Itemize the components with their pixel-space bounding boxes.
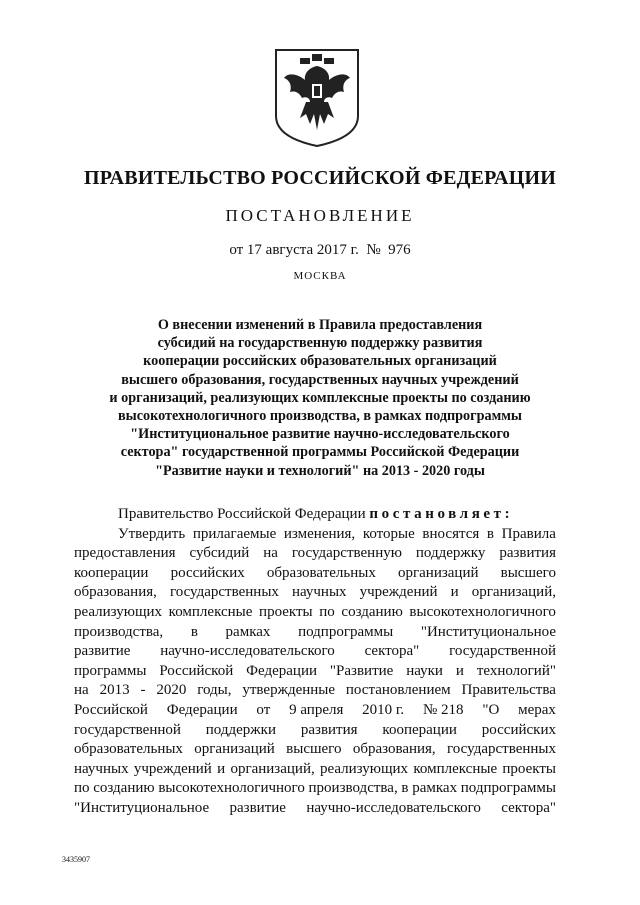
body-word: по: [319, 603, 335, 620]
title-line: сектора" государственной программы Российской Федерации: [120, 444, 520, 461]
body-word: Правительства: [461, 682, 556, 699]
body-word: № 218: [422, 701, 464, 718]
body-line: [74, 544, 556, 564]
title-line: О внесении изменений в Правила предоставления: [157, 317, 483, 333]
body-word: реализующих: [74, 603, 163, 620]
body-word: высокотехнологичного: [158, 780, 305, 797]
body-word: подпрограммы: [460, 780, 556, 797]
body-word: российских: [481, 721, 556, 738]
body-word: производства,: [74, 623, 164, 640]
body-word: сектора": [364, 643, 420, 660]
body-word: прилагаемые: [192, 525, 277, 542]
body-word: организаций: [397, 564, 479, 581]
body-word: "Институциональное: [420, 623, 556, 640]
coat-of-arms-emblem: [270, 44, 364, 148]
body-word: субсидий: [189, 545, 250, 562]
body-word: научных: [74, 760, 129, 777]
body-word: в: [486, 525, 495, 542]
body-word: Правила: [501, 525, 556, 542]
body-word: комплексные: [168, 603, 253, 620]
body-line: [74, 564, 556, 584]
body-word: образования,: [352, 741, 436, 758]
body-word: технологий": [476, 662, 556, 679]
city-name: МОСКВА: [293, 270, 347, 282]
lead-text: Правительство Российской Федерации: [118, 506, 370, 522]
body-word: высокотехнологичного: [409, 603, 556, 620]
body-word: организаций: [194, 741, 275, 758]
body-word: образовательных: [74, 741, 183, 758]
body-paragraph: [74, 525, 556, 819]
body-line: [74, 603, 556, 623]
body-word: образования,: [74, 584, 157, 601]
body-word: по: [74, 780, 90, 797]
body-word: созданию: [341, 603, 403, 620]
body-word: 2013: [99, 682, 130, 699]
body-word: образовательных: [266, 564, 376, 581]
body-word: программы: [74, 662, 147, 679]
title-line: "Институциональное развитие научно-исследовательского: [130, 426, 510, 443]
body-word: организаций,: [471, 584, 556, 601]
body-word: государственных: [447, 741, 556, 758]
body-word: учреждений: [359, 584, 438, 601]
body-word: государственной: [74, 721, 181, 738]
body-word: подпрограммы: [298, 623, 394, 640]
body-line: [74, 583, 556, 603]
body-word: Федерации: [246, 662, 317, 679]
body-word: проекты: [259, 603, 313, 620]
body-word: науки: [406, 662, 443, 679]
body-word: Российской: [159, 662, 234, 679]
body-word: "О: [482, 701, 500, 718]
body-word: российских: [170, 564, 245, 581]
body-word: государственных: [169, 584, 279, 601]
body-word: мерах: [518, 701, 556, 718]
document-date: от 17 августа 2017 г.: [229, 242, 359, 258]
body-word: и: [455, 662, 464, 679]
body-word: сектора": [501, 799, 556, 816]
body-word: годы,: [197, 682, 232, 699]
body-word: проекты: [502, 760, 556, 777]
body-word: научно-исследовательского: [160, 643, 335, 660]
body-word: организаций,: [230, 760, 315, 777]
body-word: рамках: [412, 780, 458, 797]
body-word: изменения,: [283, 525, 356, 542]
body-line: [74, 525, 556, 545]
body-word: производства,: [308, 780, 398, 797]
body-word: высшего: [286, 741, 342, 758]
body-word: государственной: [449, 643, 556, 660]
document-number: № 976: [366, 242, 411, 258]
body-line: [74, 701, 556, 721]
body-word: -: [140, 682, 146, 699]
body-word: государственную: [291, 545, 402, 562]
date-line: [0, 242, 640, 259]
body-line: [74, 642, 556, 662]
title-line: и организаций, реализующих комплексные проекты по созданию: [109, 389, 531, 406]
body-word: в: [190, 623, 198, 640]
body-word: развития: [300, 721, 358, 738]
body-word: научных: [291, 584, 347, 601]
body-word: постановлением: [345, 682, 451, 699]
body-line: [74, 721, 556, 741]
body-word: на: [263, 545, 278, 562]
body-word: созданию: [93, 780, 155, 797]
body-line: [74, 623, 556, 643]
document-type: ПОСТАНОВЛЕНИЕ: [225, 206, 415, 225]
body-word: Федерации: [166, 701, 238, 718]
body-word: которые: [362, 525, 415, 542]
body-line: [74, 740, 556, 760]
body-word: Утвердить: [118, 525, 186, 542]
title-line: кооперации российских образовательных организаций: [143, 353, 497, 370]
body-word: вносятся: [422, 525, 480, 542]
body-word: предоставления: [74, 545, 176, 562]
body-word: от: [256, 701, 271, 718]
body-word: в: [401, 780, 409, 797]
body-word: кооперации: [74, 564, 149, 581]
title-line: "Развитие науки и технологий" на 2013 - 2020 годы: [155, 462, 485, 479]
body-line: [74, 681, 556, 701]
body-line: [74, 760, 556, 780]
body-word: комплексные: [413, 760, 498, 777]
body-word: 9 апреля: [289, 701, 344, 718]
body-word: научно-исследовательского: [306, 799, 481, 816]
body-word: развитие: [74, 643, 131, 660]
body-word: Российской: [74, 701, 148, 718]
body-word: утвержденные: [242, 682, 336, 699]
body-word: на: [74, 682, 89, 699]
body-word: реализующих: [320, 760, 409, 777]
body-word: 2010 г.: [362, 701, 405, 718]
body-word: поддержки: [205, 721, 276, 738]
document-body: [74, 505, 556, 819]
document-title: [60, 316, 580, 480]
body-word: рамках: [225, 623, 271, 640]
body-word: "Институциональное: [74, 799, 210, 816]
body-word: поддержку: [415, 545, 486, 562]
body-line: [74, 662, 556, 682]
title-line: субсидий на государственную поддержку развития: [157, 335, 483, 352]
body-word: и: [450, 584, 459, 601]
title-line: высшего образования, государственных научных учреждений: [121, 371, 519, 388]
title-line: высокотехнологичного производства, в рамках подпрограммы: [117, 408, 522, 425]
lead-action: постановляет:: [369, 506, 514, 522]
body-word: и: [217, 760, 226, 777]
footer-code: 3435907: [62, 855, 90, 864]
lead-paragraph: [74, 505, 556, 525]
government-heading: ПРАВИТЕЛЬСТВО РОССИЙСКОЙ ФЕДЕРАЦИИ: [84, 167, 556, 189]
body-word: 2020: [156, 682, 187, 699]
body-word: высшего: [500, 564, 556, 581]
body-line: [74, 799, 556, 819]
body-word: учреждений: [133, 760, 212, 777]
body-word: развития: [499, 545, 556, 562]
body-word: "Развитие: [329, 662, 394, 679]
body-word: развитие: [229, 799, 286, 816]
body-word: кооперации: [382, 721, 457, 738]
body-line: [74, 779, 556, 799]
